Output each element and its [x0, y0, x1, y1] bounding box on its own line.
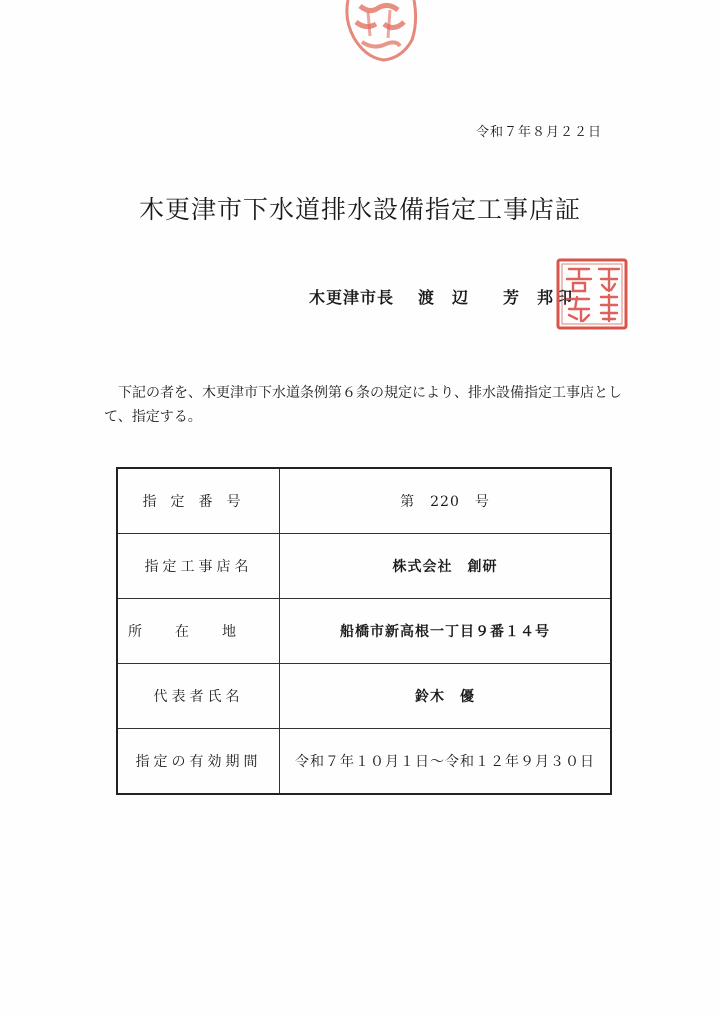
certificate-table — [116, 467, 612, 795]
seal-mark: 印 — [556, 288, 574, 307]
value-contractor-name: 株式会社 創研 — [280, 534, 612, 599]
table-row — [117, 664, 611, 729]
label-designation-number: 指定番号 — [117, 468, 280, 534]
table-row — [117, 729, 611, 795]
table-row — [117, 534, 611, 599]
label-validity-period: 指定の有効期間 — [117, 729, 280, 795]
value-representative: 鈴木 優 — [280, 664, 612, 729]
label-location: 所在地 — [117, 599, 280, 664]
table-row — [117, 599, 611, 664]
label-representative: 代表者氏名 — [117, 664, 280, 729]
issuer-position: 木更津市長 — [309, 288, 395, 307]
label-contractor-name: 指定工事店名 — [117, 534, 280, 599]
issuer-line — [309, 285, 573, 308]
top-seal-stamp — [340, 0, 418, 64]
issue-date: 令和７年８月２２日 — [475, 125, 602, 140]
mayor-seal-stamp — [555, 257, 629, 331]
document-title: 木更津市下水道排水設備指定工事店証 — [138, 195, 581, 224]
issuer-name: 渡 辺 芳 邦 — [418, 288, 555, 307]
value-location: 船橋市新高根一丁目９番１４号 — [280, 599, 612, 664]
table-row — [117, 468, 611, 534]
intro-paragraph: 下記の者を、木更津市下水道条例第６条の規定により、排水設備指定工事店として、指定する。 — [104, 385, 622, 425]
value-designation-number: 第 220 号 — [280, 468, 612, 534]
value-validity-period: 令和７年１０月１日～令和１２年９月３０日 — [280, 729, 612, 795]
